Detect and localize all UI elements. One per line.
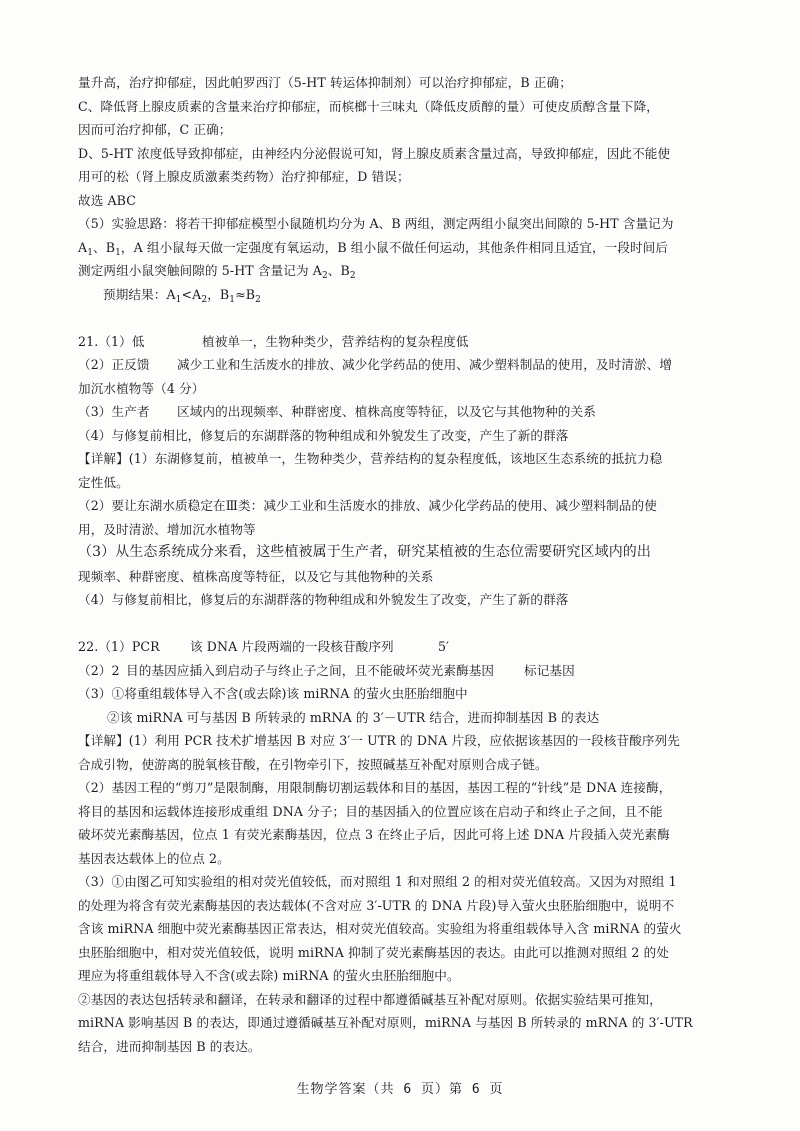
text-fragment: 区域内的出现频率、种群密度、植株高度等特征，以及它与其他物种的关系 [177,404,596,419]
text-fragment: 5′ [438,639,450,654]
text-line: C、降低肾上腺皮质素的含量来治疗抑郁症，而槟榔十三味丸（降低皮质醇的量）可使皮质醇含量下降， [78,98,659,114]
text-line: 现频率、种群密度、植株高度等特征，以及它与其他物种的关系 [78,568,434,584]
text-line: （3）①由图乙可知实验组的相对荧光值较低，而对照组 1 和对照组 2 的相对荧光值较高。又因为对照组 1 [78,874,677,889]
text-line: 合成引物，使游离的脱氧核苷酸，在引物牵引下，按照碱基互补配对原则合成子链。 [78,756,548,772]
text-line: D、5-HT 浓度低导致抑郁症，由神经内分泌假说可知，肾上腺皮质素含量过高，导致抑郁症，因此不能使 [78,145,671,161]
question-22-answer [78,635,724,659]
text-fragment: <A [181,286,202,302]
text-line: 加沉水植物等（4 分） [78,380,205,396]
page-content [78,71,724,1058]
text-line: 【详解】(1）利用 PCR 技术扩增基因 B 对应 3′一 UTR 的 DNA 片段，应依据该基因的一段核苷酸序列先 [78,733,680,748]
text-fragment: 预期结果：A [103,286,176,302]
question-21-answer [78,330,724,354]
text-line: （4）与修复前相比，修复后的东湖群落的物种组成和外貌发生了改变，产生了新的群落 [78,592,569,607]
text-fragment: A [78,239,88,255]
text-line: （2）基因工程的“剪刀”是限制酶，用限制酶切割运载体和目的基因，基因工程的“针线”是 DNA 连接酶， [78,780,672,795]
text-line: 基因表达载体上的位点 2。 [78,850,230,866]
text-fragment: 22.（1）PCR [78,639,160,654]
text-line: ②该 miRNA 可与基因 B 所转录的 mRNA 的 3′－UTR 结合，进而抑制基因 B 的表达 [107,709,600,725]
text-line [78,236,724,260]
text-line: 因而可治疗抑郁，C 正确； [78,122,232,137]
text-line [78,353,724,377]
text-fragment: 目的基因应插入到启动子与终止子之间，且不能破坏荧光素酶基因 [126,662,495,678]
subscript: 1 [229,294,236,305]
subscript: 1 [175,294,182,305]
spacer [78,306,724,330]
text-line: 含该 miRNA 细胞中荧光素酶基因正常表达，相对荧光值较高。实验组为将重组载体导入含 miRNA 的萤火 [78,921,682,936]
text-line: （4）与修复前相比，修复后的东湖群落的物种组成和外貌发生了改变，产生了新的群落 [78,427,569,443]
text-line [78,659,724,683]
text-line: miRNA 影响基因 B 的表达，即通过遵循碱基互补配对原则，miRNA 与基因 B 所转录的 mRNA 的 3′-UTR [78,1015,693,1030]
text-line: 破坏荧光素酶基因，位点 1 有荧光素酶基因，位点 3 在终止子后，因此可将上述 DNA 片段插入荧光素酶 [78,827,670,842]
text-line: 用，及时清淤、增加沉水植物等 [78,521,256,537]
text-fragment: 该 DNA 片段两端的一段核苷酸序列 [190,639,394,654]
text-line: （3）从生态系统成分来看，这些植被属于生产者，研究某植被的生态位需要研究区域内的出 [78,544,652,560]
text-line: 的处理为将含有荧光素酶基因的表达载体(不含对应 3′-UTR 的 DNA 片段)导入萤火虫胚胎细胞中，说明不 [78,897,675,913]
text-line [78,400,724,424]
text-line: 【详解】(1）东湖修复前，植被单一，生物种类少，营养结构的复杂程度低，该地区生态系统的抵抗力稳 [78,451,663,466]
text-line: 理应为将重组载体导入不含(或去除) miRNA 的萤火虫胚胎细胞中。 [78,968,460,983]
text-fragment: 、B [93,239,116,255]
text-fragment: 测定两组小鼠突触间隙的 5-HT 含量记为 A [78,263,322,278]
text-fragment: 标记基因 [524,662,575,678]
text-line: 定性低。 [78,474,129,490]
subscript: 2 [201,294,208,305]
text-fragment: 植被单一，生物种类少，营养结构的复杂程度低 [202,333,469,349]
text-fragment: ，A 组小鼠每天做一定强度有氧运动，B 组小鼠不做任何运动，其他条件相同且适宜，一段时间后 [120,239,669,255]
text-fragment: 减少工业和生活废水的排放、减少化学药品的使用、减少塑料制品的使用，及时清淤、增 [177,357,673,372]
text-fragment: ，B [207,286,230,302]
text-line: 虫胚胎细胞中，相对荧光值较低，说明 miRNA 抑制了荧光素酶基因的表达。由此可以推测对照组 2 的处 [78,944,670,960]
text-line [78,259,724,283]
text-fragment: 、B [327,263,350,278]
text-line: （5）实验思路：将若干抑郁症模型小鼠随机均分为 A、B 两组，测定两组小鼠突出间隙的 5-HT 含量记为 [78,216,674,231]
subscript: 2 [321,271,328,281]
text-fragment: （2）2 [78,662,120,678]
subscript: 2 [255,294,261,305]
text-fragment: （3）生产者 [78,404,150,419]
text-fragment: （2）正反馈 [78,357,150,372]
subscript: 1 [115,247,121,258]
text-line: 故选 ABC [78,192,137,208]
text-line: 用可的松（肾上腺皮质激素类药物）治疗抑郁症，D 错误； [78,169,410,184]
text-fragment: ≈B [235,286,256,302]
spacer [78,612,724,636]
text-line: 结合，进而抑制基因 B 的表达。 [78,1038,261,1054]
expected-result-line [78,283,724,307]
subscript: 2 [349,271,356,281]
page-footer: 生物学答案（共 6 页）第 6 页 [296,1082,504,1097]
text-line: （2）要让东湖水质稳定在Ⅲ类：减少工业和生活废水的排放、减少化学药品的使用、减少塑料制品的使 [78,498,657,513]
text-line: 量升高，治疗抑郁症，因此帕罗西汀（5-HT 转运体抑制剂）可以治疗抑郁症，B 正确； [78,75,572,90]
text-fragment: 21.（1）低 [78,333,145,349]
text-line: 将目的基因和运载体连接形成重组 DNA 分子；目的基因插入的位置应该在启动子和终止子之间，且不能 [78,803,663,819]
text-line: （3）①将重组载体导入不含(或去除)该 miRNA 的萤火虫胚胎细胞中 [78,686,468,701]
subscript: 1 [87,247,94,258]
text-line: ②基因的表达包括转录和翻译，在转录和翻译的过程中都遵循碱基互补配对原则。依据实验结果可推知， [78,991,662,1007]
